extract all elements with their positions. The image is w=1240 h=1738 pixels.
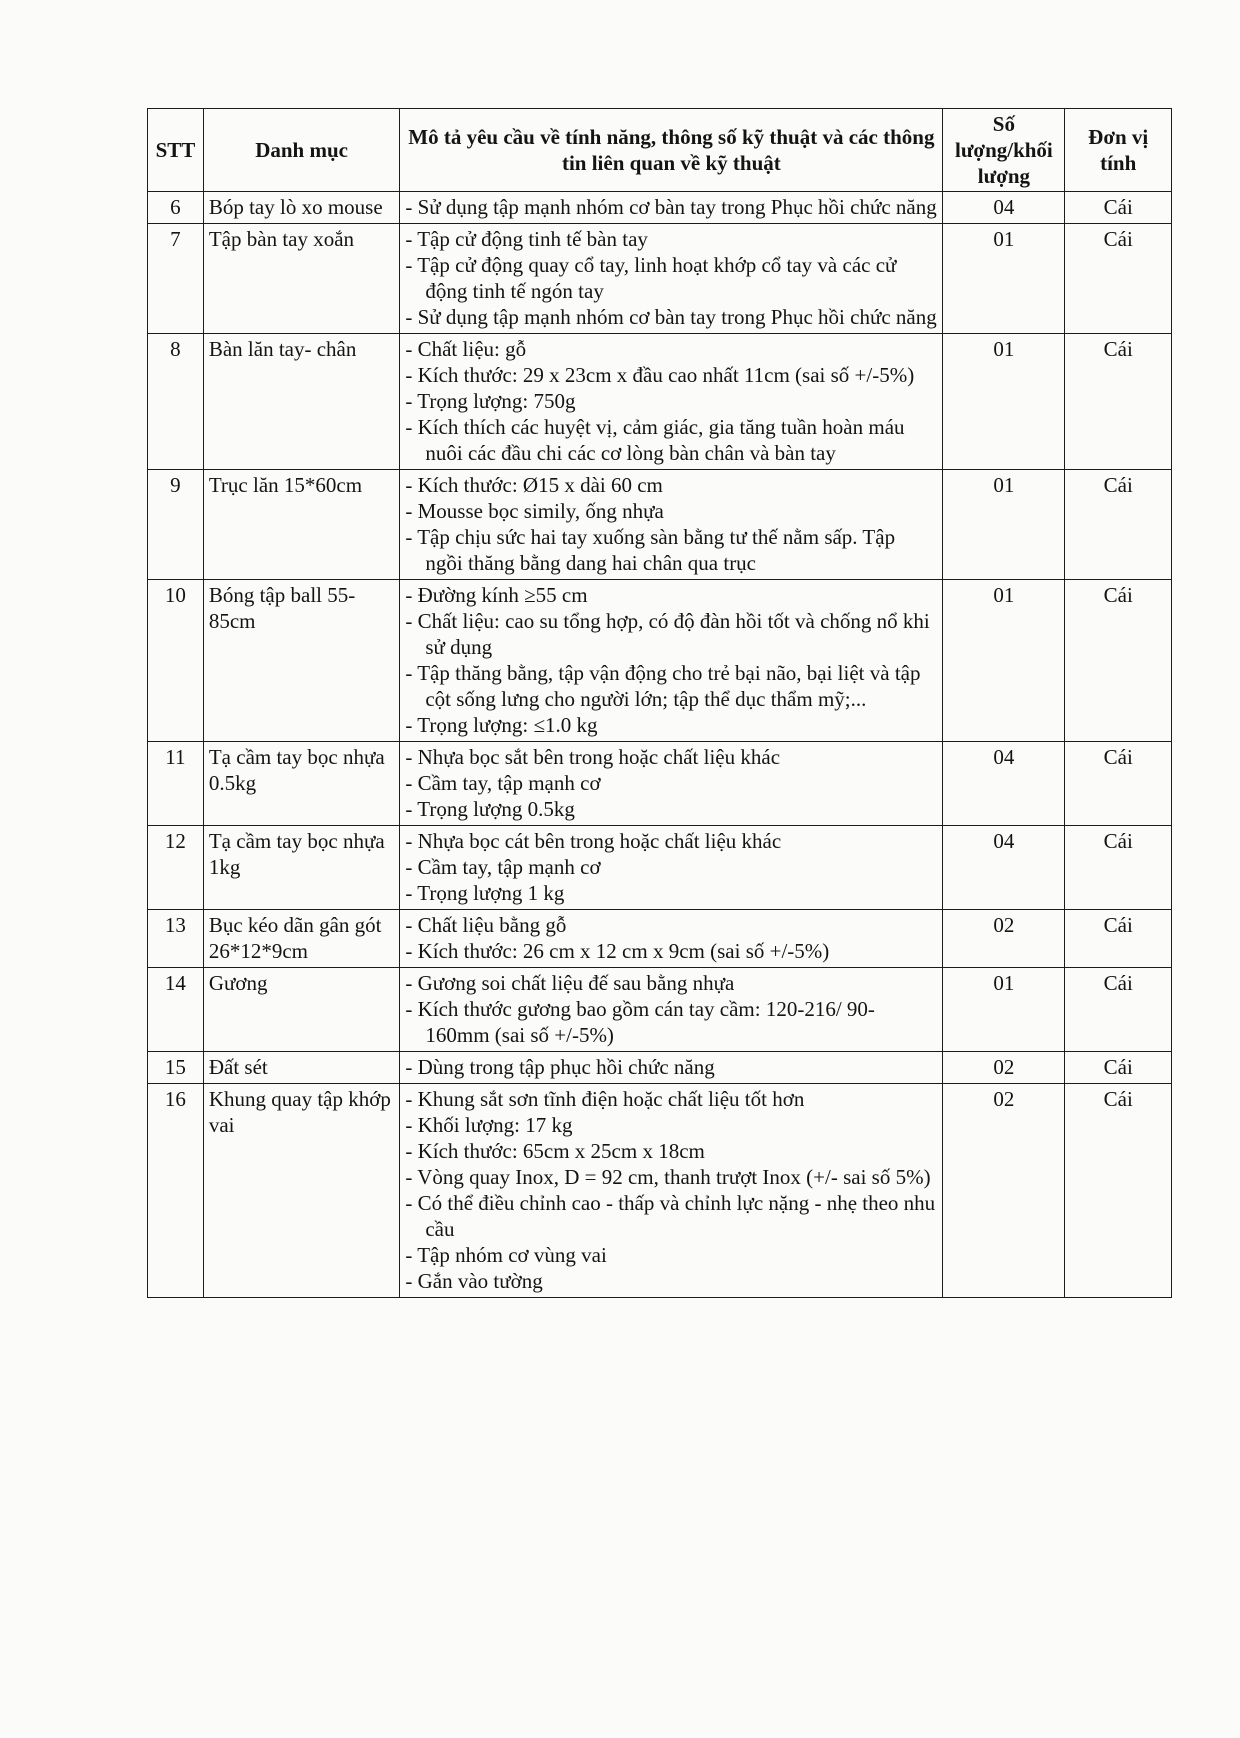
row-item-name: Tập bàn tay xoắn: [203, 224, 400, 334]
row-description: [400, 470, 943, 580]
spec-list: [405, 194, 937, 220]
table-row: [148, 910, 1172, 968]
spec-item: - Vòng quay Inox, D = 92 cm, thanh trượt Inox (+/- sai số 5%): [405, 1164, 937, 1190]
row-item-name: Bục kéo dãn gân gót 26*12*9cm: [203, 910, 400, 968]
row-unit: Cái: [1065, 470, 1172, 580]
row-item-name: Bóp tay lò xo mouse: [203, 192, 400, 224]
table-row: [148, 826, 1172, 910]
row-item-name: Bàn lăn tay- chân: [203, 334, 400, 470]
spec-item: - Sử dụng tập mạnh nhóm cơ bàn tay trong Phục hồi chức năng: [405, 304, 937, 330]
row-item-name: Gương: [203, 968, 400, 1052]
spec-item: - Kích thước: 29 x 23cm x đầu cao nhất 11cm (sai số +/-5%): [405, 362, 937, 388]
spec-item: - Khung sắt sơn tĩnh điện hoặc chất liệu tốt hơn: [405, 1086, 937, 1112]
spec-item: - Gắn vào tường: [405, 1268, 937, 1294]
row-unit: Cái: [1065, 742, 1172, 826]
spec-list: [405, 1086, 937, 1294]
spec-item: - Nhựa bọc sắt bên trong hoặc chất liệu khác: [405, 744, 937, 770]
header-name: Danh mục: [203, 109, 400, 192]
header-description: Mô tả yêu cầu về tính năng, thông số kỹ thuật và các thông tin liên quan về kỹ thuật: [400, 109, 943, 192]
spec-list: [405, 1054, 937, 1080]
table-row: [148, 1052, 1172, 1084]
row-unit: Cái: [1065, 580, 1172, 742]
equipment-spec-table: [147, 108, 1172, 1298]
spec-list: [405, 226, 937, 330]
row-item-name: Trục lăn 15*60cm: [203, 470, 400, 580]
row-unit: Cái: [1065, 968, 1172, 1052]
header-unit: Đơn vị tính: [1065, 109, 1172, 192]
spec-item: - Chất liệu: cao su tổng hợp, có độ đàn hồi tốt và chống nổ khi sử dụng: [405, 608, 937, 660]
spec-item: - Kích thích các huyệt vị, cảm giác, gia tăng tuần hoàn máu nuôi các đầu chi các cơ lòng bàn chân và bàn tay: [405, 414, 937, 466]
spec-list: [405, 828, 937, 906]
row-item-name: Bóng tập ball 55-85cm: [203, 580, 400, 742]
row-quantity: 01: [943, 968, 1065, 1052]
row-stt: 16: [148, 1084, 204, 1298]
spec-item: - Nhựa bọc cát bên trong hoặc chất liệu khác: [405, 828, 937, 854]
header-stt: STT: [148, 109, 204, 192]
row-quantity: 02: [943, 1052, 1065, 1084]
row-quantity: 02: [943, 910, 1065, 968]
row-unit: Cái: [1065, 334, 1172, 470]
row-unit: Cái: [1065, 910, 1172, 968]
spec-item: - Trọng lượng: 750g: [405, 388, 937, 414]
spec-item: - Dùng trong tập phục hồi chức năng: [405, 1054, 937, 1080]
spec-list: [405, 336, 937, 466]
spec-item: - Đường kính ≥55 cm: [405, 582, 937, 608]
spec-item: - Tập cử động quay cổ tay, linh hoạt khớp cổ tay và các cử động tinh tế ngón tay: [405, 252, 937, 304]
table-body: [148, 192, 1172, 1298]
row-stt: 10: [148, 580, 204, 742]
row-unit: Cái: [1065, 826, 1172, 910]
spec-list: [405, 912, 937, 964]
row-stt: 7: [148, 224, 204, 334]
row-quantity: 01: [943, 334, 1065, 470]
row-stt: 9: [148, 470, 204, 580]
table-row: [148, 1084, 1172, 1298]
table-row: [148, 470, 1172, 580]
spec-item: - Cầm tay, tập mạnh cơ: [405, 770, 937, 796]
row-stt: 12: [148, 826, 204, 910]
table-row: [148, 334, 1172, 470]
row-description: [400, 334, 943, 470]
row-quantity: 04: [943, 742, 1065, 826]
row-stt: 6: [148, 192, 204, 224]
table-row: [148, 192, 1172, 224]
table-row: [148, 742, 1172, 826]
spec-item: - Có thể điều chỉnh cao - thấp và chỉnh lực nặng - nhẹ theo nhu cầu: [405, 1190, 937, 1242]
row-description: [400, 580, 943, 742]
spec-item: - Sử dụng tập mạnh nhóm cơ bàn tay trong Phục hồi chức năng: [405, 194, 937, 220]
row-item-name: Khung quay tập khớp vai: [203, 1084, 400, 1298]
row-description: [400, 968, 943, 1052]
row-description: [400, 1084, 943, 1298]
row-description: [400, 192, 943, 224]
spec-item: - Cầm tay, tập mạnh cơ: [405, 854, 937, 880]
spec-item: - Tập chịu sức hai tay xuống sàn bằng tư thế nằm sấp. Tập ngồi thăng bằng dang hai chân qua trục: [405, 524, 937, 576]
spec-list: [405, 582, 937, 738]
table-row: [148, 968, 1172, 1052]
spec-item: - Gương soi chất liệu đế sau bằng nhựa: [405, 970, 937, 996]
spec-item: - Trọng lượng: ≤1.0 kg: [405, 712, 937, 738]
spec-item: - Tập thăng bằng, tập vận động cho trẻ bại não, bại liệt và tập cột sống lưng cho người lớn; tập thể dục thẩm mỹ;...: [405, 660, 937, 712]
header-quantity: Số lượng/khối lượng: [943, 109, 1065, 192]
spec-item: - Kích thước: 26 cm x 12 cm x 9cm (sai số +/-5%): [405, 938, 937, 964]
row-stt: 15: [148, 1052, 204, 1084]
spec-item: - Tập nhóm cơ vùng vai: [405, 1242, 937, 1268]
row-description: [400, 224, 943, 334]
table-header: [148, 109, 1172, 192]
spec-item: - Tập cử động tinh tế bàn tay: [405, 226, 937, 252]
row-item-name: Tạ cầm tay bọc nhựa 0.5kg: [203, 742, 400, 826]
spec-list: [405, 970, 937, 1048]
header-row: [148, 109, 1172, 192]
row-item-name: Đất sét: [203, 1052, 400, 1084]
spec-item: - Kích thước: Ø15 x dài 60 cm: [405, 472, 937, 498]
spec-item: - Kích thước gương bao gồm cán tay cầm: 120-216/ 90-160mm (sai số +/-5%): [405, 996, 937, 1048]
spec-item: - Trọng lượng 1 kg: [405, 880, 937, 906]
spec-item: - Khối lượng: 17 kg: [405, 1112, 937, 1138]
row-quantity: 02: [943, 1084, 1065, 1298]
spec-item: - Chất liệu: gỗ: [405, 336, 937, 362]
row-stt: 13: [148, 910, 204, 968]
spec-item: - Trọng lượng 0.5kg: [405, 796, 937, 822]
spec-item: - Mousse bọc simily, ống nhựa: [405, 498, 937, 524]
row-quantity: 04: [943, 826, 1065, 910]
row-quantity: 01: [943, 224, 1065, 334]
row-quantity: 01: [943, 580, 1065, 742]
row-stt: 11: [148, 742, 204, 826]
row-quantity: 04: [943, 192, 1065, 224]
row-quantity: 01: [943, 470, 1065, 580]
spec-list: [405, 744, 937, 822]
spec-list: [405, 472, 937, 576]
row-unit: Cái: [1065, 1052, 1172, 1084]
row-description: [400, 742, 943, 826]
row-stt: 8: [148, 334, 204, 470]
row-unit: Cái: [1065, 192, 1172, 224]
spec-item: - Chất liệu bằng gỗ: [405, 912, 937, 938]
table-row: [148, 580, 1172, 742]
table-row: [148, 224, 1172, 334]
row-item-name: Tạ cầm tay bọc nhựa 1kg: [203, 826, 400, 910]
spec-item: - Kích thước: 65cm x 25cm x 18cm: [405, 1138, 937, 1164]
row-description: [400, 1052, 943, 1084]
row-unit: Cái: [1065, 1084, 1172, 1298]
row-stt: 14: [148, 968, 204, 1052]
row-unit: Cái: [1065, 224, 1172, 334]
row-description: [400, 826, 943, 910]
row-description: [400, 910, 943, 968]
